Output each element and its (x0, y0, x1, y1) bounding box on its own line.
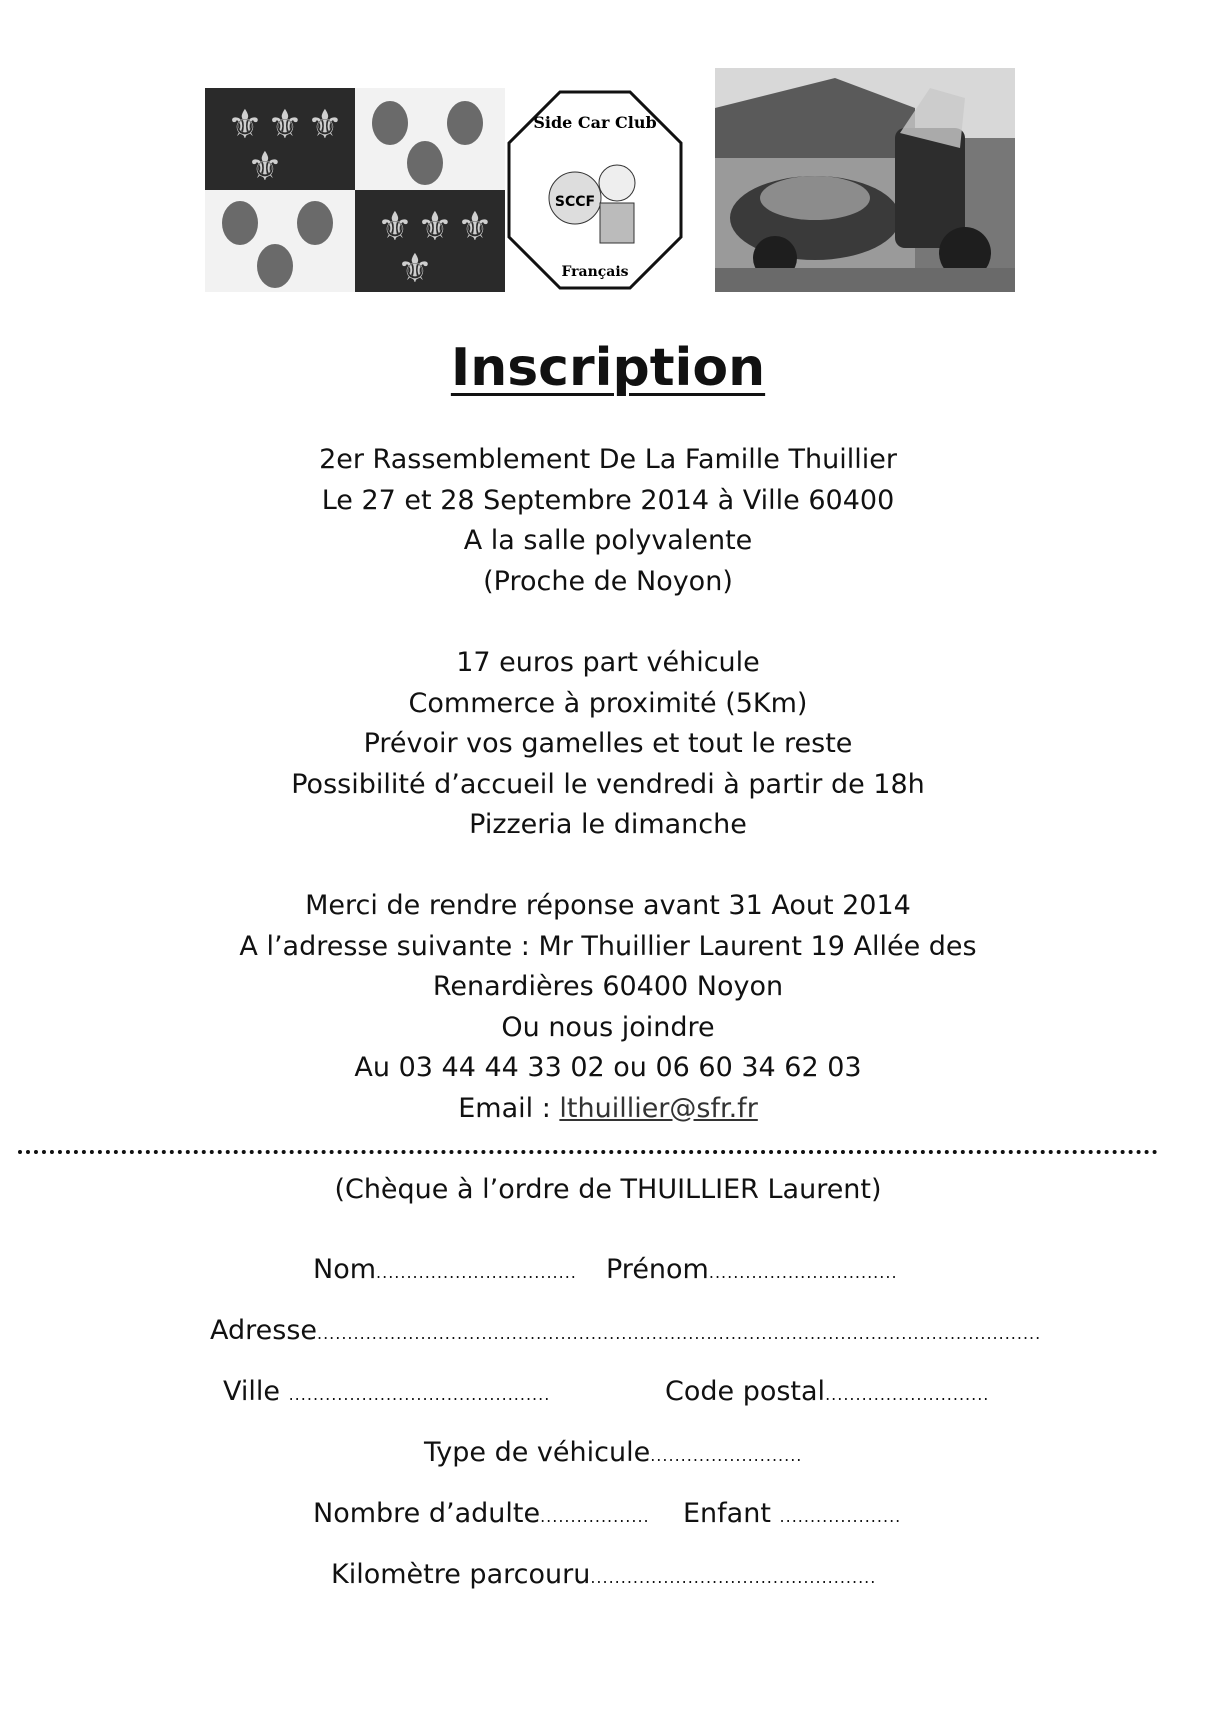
kilometre-field[interactable]: Kilomètre parcouru............................................... (331, 1559, 877, 1590)
phone-numbers: Au 03 44 44 33 02 ou 06 60 34 62 03 (354, 1052, 862, 1083)
shops-info: Commerce à proximité (5Km) (408, 687, 808, 719)
pizzeria-info: Pizzeria le dimanche (469, 809, 747, 840)
arrival-info: Possibilité d’accueil le vendredi à partir de 18h (291, 768, 925, 800)
reply-deadline: Merci de rendre réponse avant 31 Aout 2014 (305, 890, 911, 921)
email-label: Email : (458, 1092, 560, 1124)
ville-label: Ville (223, 1376, 280, 1407)
svg-text:⚜: ⚜ (457, 204, 493, 250)
nom-field[interactable]: Nom................................. (313, 1254, 577, 1285)
enfant-field[interactable]: Enfant .................... (683, 1498, 902, 1529)
email-line (0, 1089, 1216, 1130)
svg-text:⚜: ⚜ (377, 204, 413, 250)
adresse-field[interactable]: Adresse....................................................................................................................... (210, 1315, 1042, 1346)
event-venue: A la salle polyvalente (463, 525, 753, 556)
email-link[interactable]: lthuillier@sfr.fr (559, 1092, 758, 1124)
adresse-label: Adresse (210, 1315, 317, 1346)
event-location-note: (Proche de Noyon) (483, 565, 733, 597)
svg-text:⚜: ⚜ (267, 102, 303, 148)
page-title: Inscription (450, 338, 766, 398)
svg-text:Side Car Club: Side Car Club (533, 113, 657, 132)
svg-text:⚜: ⚜ (417, 204, 453, 250)
address-line-1: A l’adresse suivante : Mr Thuillier Laurent 19 Allée des (239, 930, 977, 962)
join-us-text: Ou nous joindre (501, 1011, 715, 1043)
svg-text:⚜: ⚜ (307, 102, 343, 148)
prenom-field[interactable]: Prénom............................... (606, 1254, 898, 1285)
type-vehicule-field[interactable]: Type de véhicule......................... (424, 1437, 803, 1468)
svg-text:⚜: ⚜ (397, 246, 433, 292)
price-info: 17 euros part véhicule (456, 647, 760, 678)
prenom-label: Prénom (606, 1254, 709, 1285)
cheque-note: (Chèque à l’ordre de THUILLIER Laurent) (334, 1174, 882, 1205)
event-date: Le 27 et 28 Septembre 2014 à Ville 60400 (321, 484, 895, 516)
code-postal-field[interactable]: Code postal........................... (665, 1376, 990, 1407)
svg-text:⚜: ⚜ (227, 102, 263, 148)
event-name: 2er Rassemblement De La Famille Thuillier (319, 444, 897, 475)
heraldic-flag-image (205, 88, 505, 292)
nombre-adulte-field[interactable]: Nombre d’adulte.................. (313, 1498, 650, 1529)
event-details (0, 643, 1216, 846)
svg-text:SCCF: SCCF (554, 194, 596, 210)
type-vehicule-label: Type de véhicule (424, 1437, 651, 1468)
nombre-adulte-label: Nombre d’adulte (313, 1498, 541, 1529)
enfant-label: Enfant (683, 1498, 771, 1529)
svg-text:Français: Français (561, 264, 629, 280)
food-info: Prévoir vos gamelles et tout le reste (363, 728, 853, 759)
event-info (0, 440, 1216, 602)
address-line-2: Renardières 60400 Noyon (432, 971, 784, 1002)
cut-line-separator (18, 1150, 1158, 1154)
svg-text:⚜: ⚜ (247, 144, 283, 190)
ville-field[interactable]: Ville ........................................... (223, 1376, 551, 1407)
kilometre-label: Kilomètre parcouru (331, 1559, 591, 1590)
code-postal-label: Code postal (665, 1376, 826, 1407)
contact-info (0, 886, 1216, 1129)
nom-label: Nom (313, 1254, 377, 1285)
side-car-club-logo (505, 88, 685, 292)
sidecar-motorcycle-photo (715, 68, 1015, 292)
